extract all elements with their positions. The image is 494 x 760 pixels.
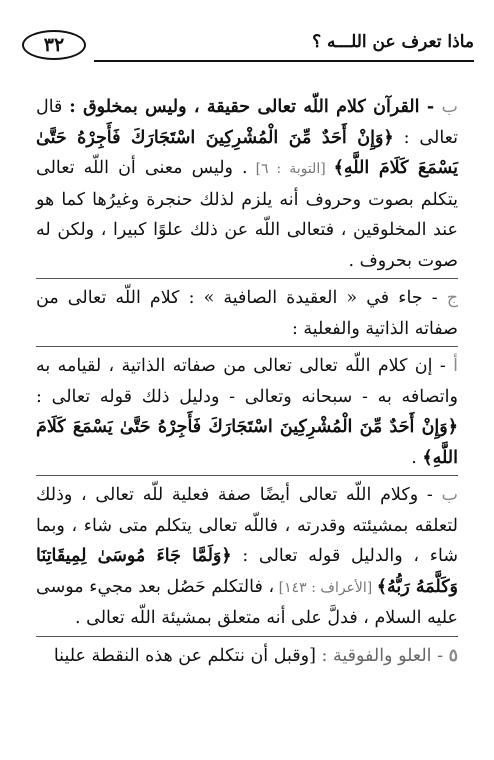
paragraph-text-rest: ، فالتكلم حَصُل بعد مجيء موسى عليه السلام ، فدلَّ على أنه متعلق بمشيئة اللّه تعالى .	[36, 576, 458, 628]
paragraph-text: . وليس معنى أن اللّه تعالى يتكلم بصوت وحروف أنه يلزم لذلك حنجرة وغيرُها كما هو عند المخلوقين ، فتعالى اللّه عن ذلك علوًا كبيرا ، ولكن له صوت بحروف .	[36, 158, 458, 271]
paragraph-end: .	[411, 447, 423, 468]
quran-verse: ﴿وَإِنْ أَحَدٌ مِّنَ الْمُشْرِكِينَ اسْتَجَارَكَ فَأَجِرْهُ حَتَّىٰ يَسْمَعَ كَلَامَ اللَّهِ﴾	[36, 127, 458, 178]
item-marker: ب	[441, 97, 458, 117]
page-header	[16, 30, 474, 66]
paragraph-action-attribute	[36, 475, 458, 634]
verse-reference: [التوبة : ٦]	[247, 161, 334, 177]
ayah-intro: قال تعالى :	[36, 97, 458, 148]
paragraph-elevation	[36, 636, 458, 672]
page-number: ٣٢	[22, 30, 86, 60]
paragraph-essential-attribute	[36, 346, 458, 473]
paragraph-text: - جاء في « العقيدة الصافية » : كلام اللّه تعالى من صفاته الذاتية والفعلية :	[36, 288, 458, 339]
body-text	[36, 92, 458, 671]
paragraph-text: - إن كلام اللّه تعالى تعالى من صفاته الذاتية ، لقيامه به واتصافه به - سبحانه وتعالى - ودليل ذلك قوله تعالى :	[36, 356, 458, 407]
paragraph-quran-speech	[36, 92, 458, 276]
running-title: ماذا تعرف عن اللـــه ؟	[312, 32, 474, 52]
paragraph-text: - وكلام اللّه تعالى أيضًا صفة فعلية للّه تعالى ، وذلك لتعلقه بمشيئته وقدرته ، فاللّه تعالى يتكلم متى شاء ، وبما شاء ، والدليل قوله تعالى :	[36, 485, 458, 566]
paragraph-lead: - القرآن كلام اللّه تعالى حقيقة ، وليس بمخلوق :	[69, 97, 442, 117]
quran-verse: ﴿وَلَمَّا جَاءَ مُوسَىٰ لِمِيقَاتِنَا وَكَلَّمَهُ رَبُّهُ﴾	[36, 546, 458, 597]
item-marker: ج	[446, 288, 458, 308]
section-heading: - العلو والفوقية :	[315, 645, 449, 666]
header-rule	[94, 60, 474, 62]
item-marker: ب	[441, 485, 458, 505]
paragraph-text: [وقبل أن نتكلم عن هذه النقطة علينا	[53, 645, 316, 666]
verse-reference: [الأعراف : ١٤٣]	[274, 579, 377, 596]
item-marker: أ	[453, 356, 458, 376]
quran-verse: ﴿وَإِنْ أَحَدٌ مِّنَ الْمُشْرِكِينَ اسْتَجَارَكَ فَأَجِرْهُ حَتَّىٰ يَسْمَعَ كَلَامَ اللَّهِ﴾	[36, 417, 458, 468]
paragraph-creed-quote	[36, 278, 458, 344]
section-number: ٥	[448, 645, 458, 666]
